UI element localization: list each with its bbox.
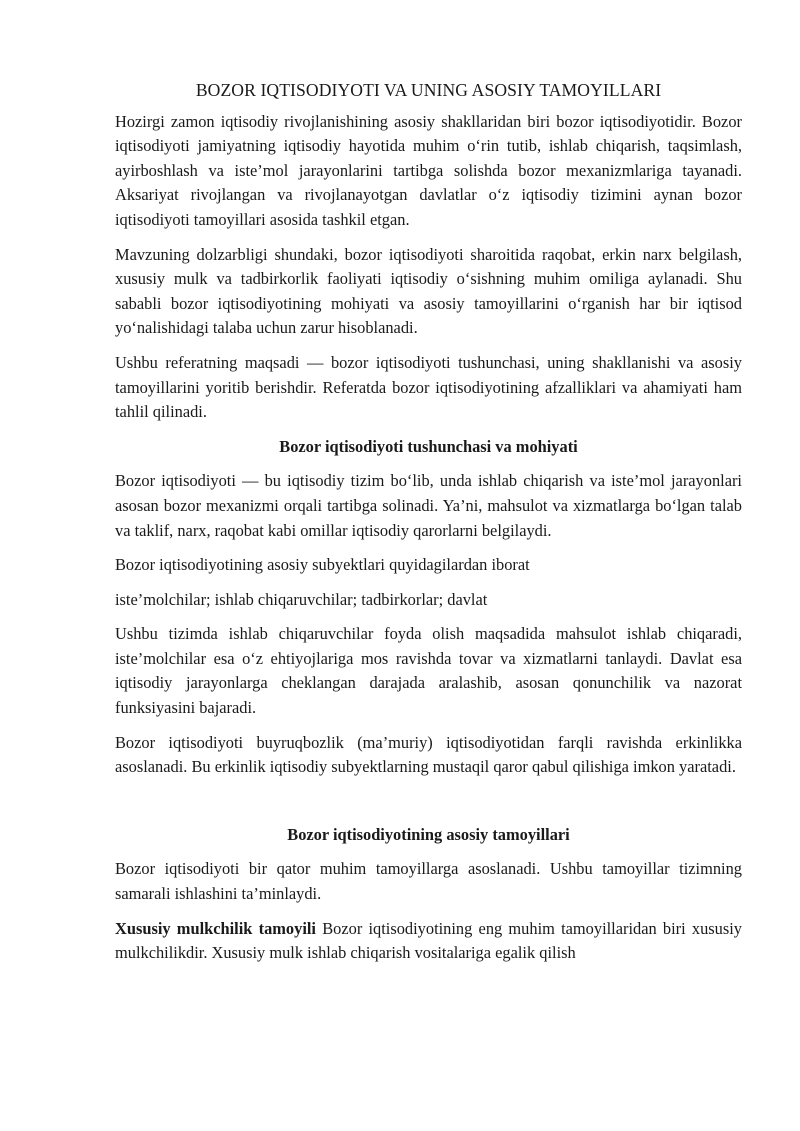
body-paragraph: Bozor iqtisodiyotining asosiy subyektlari quyidagilardan iborat xyxy=(115,555,530,575)
principle-label: Xususiy mulkchilik tamoyili xyxy=(115,918,316,938)
document-title: BOZOR IQTISODIYOTI VA UNING ASOSIY TAMOYILLARI xyxy=(195,80,662,100)
intro-paragraph: Ushbu referatning maqsadi — bozor iqtisodiyoti tushunchasi, uning shakllanishi va asosiy tamoyillarini yoritib berishdir. Referatda bozor iqtisodiyotining afzalliklari va ahamiyati ham tahlil qilinadi. xyxy=(115,352,742,422)
section-heading: Bozor iqtisodiyoti tushunchasi va mohiyati xyxy=(279,436,578,456)
intro-paragraph: Mavzuning dolzarbligi shundaki, bozor iqtisodiyoti sharoitida raqobat, erkin narx belgilash, xususiy mulk va tadbirkorlik faoliyati iqtisodiy o‘sishning muhim omiliga aylanadi. Shu sababli bozor iqtisodiyotining mohiyati va asosiy tamoyillarini o‘rganish har bir iqtisod yo‘nalishidagi talaba uchun zarur hisoblanadi. xyxy=(115,244,742,338)
document-body xyxy=(115,78,742,976)
body-paragraph: Bozor iqtisodiyoti bir qator muhim tamoyillarga asoslanadi. Ushbu tamoyillar tizimning samarali ishlashini ta’minlaydi. xyxy=(115,859,742,904)
principle-paragraph xyxy=(115,917,742,966)
body-paragraph: Bozor iqtisodiyoti buyruqbozlik (ma’muriy) iqtisodiyotidan farqli ravishda erkinlikka asoslanadi. Bu erkinlik iqtisodiy subyektlarning mustaqil qaror qabul qilishiga imkon yaratadi. xyxy=(115,732,742,777)
subjects-list-line: iste’molchilar; ishlab chiqaruvchilar; tadbirkorlar; davlat xyxy=(115,589,488,609)
section-heading: Bozor iqtisodiyotining asosiy tamoyillari xyxy=(287,824,570,844)
intro-paragraph: Hozirgi zamon iqtisodiy rivojlanishining asosiy shakllaridan biri bozor iqtisodiyotidir. Bozor iqtisodiyoti jamiyatning iqtisodiy hayotida muhim o‘rin tutib, ishlab chiqarish, taqsimlash, ayirboshlash va iste’mol jarayonlarini tartibga solishda bozor mexanizmlariga tayanadi. Aksariyat rivojlangan va rivojlanayotgan davlatlar o‘z iqtisodiy tizimini aynan bozor iqtisodiyoti tamoyillari asosida tashkil etgan. xyxy=(115,111,742,229)
body-paragraph: Bozor iqtisodiyoti — bu iqtisodiy tizim bo‘lib, unda ishlab chiqarish va iste’mol jarayonlari asosan bozor mexanizmi orqali tartibga solinadi. Ya’ni, mahsulot va xizmatlarga bo‘lgan talab va taklif, narx, raqobat kabi omillar iqtisodiy qarorlarni belgilaydi. xyxy=(115,471,742,540)
body-paragraph: Ushbu tizimda ishlab chiqaruvchilar foyda olish maqsadida mahsulot ishlab chiqaradi, iste’molchilar esa o‘z ehtiyojlariga mos ravishda tovar va xizmatlarni tanlaydi. Davlat esa iqtisodiy jarayonlarga cheklangan darajada aralashib, asosan qonunchilik va nazorat funksiyasini bajaradi. xyxy=(115,624,742,718)
principle-text: Bozor iqtisodiyotining eng muhim tamoyillaridan biri xususiy mulkchilikdir. Xususiy mulk ishlab chiqarish vositalariga egalik qilish xyxy=(115,918,742,963)
